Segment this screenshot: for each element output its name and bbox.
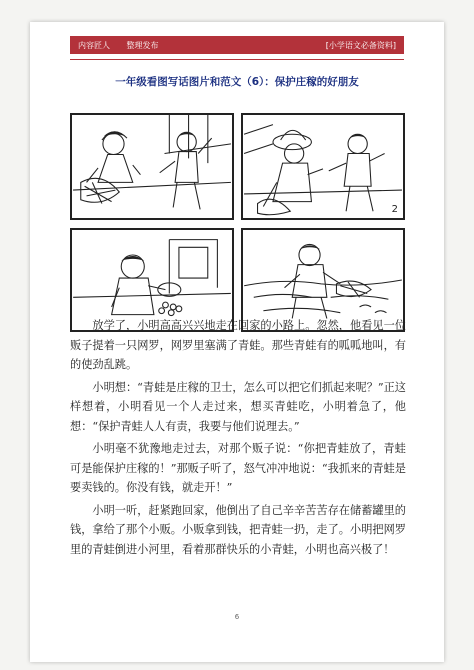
header-right-label: [小学语文必备资料] (325, 40, 396, 50)
paragraph-4: 小明一听，赶紧跑回家，他倒出了自己辛辛苦苦存在储蓄罐里的钱，拿给了那个小贩。小贩拿到钱，把青蛙一扔，走了。小明把网罗里的青蛙倒进小河里，看着那群快乐的小青蛙，小明也高兴极了！ (70, 503, 406, 556)
illustration-panel-1 (70, 113, 234, 220)
header-left (78, 40, 173, 51)
page-title: 一年级看图写话图片和范文（6）：保护庄稼的好朋友 (115, 76, 359, 88)
paragraph-3: 小明毫不犹豫地走过去，对那个贩子说：“你把青蛙放了，青蛙可是能保护庄稼的！”那贩子听了，怒气冲冲地说：“我抓来的青蛙是要卖钱的。你没有钱，就走开！” (70, 442, 406, 494)
header-rule (70, 59, 404, 60)
document-page (30, 22, 444, 662)
panel-4-drawing (243, 230, 403, 330)
panel-2-number: 2 (391, 204, 398, 215)
page-number: 6 (234, 613, 240, 621)
story-text (70, 316, 406, 562)
header-author: 内容匠人 (78, 40, 110, 50)
header-publish: 整理发布 (126, 40, 159, 50)
panel-2-drawing (243, 115, 403, 218)
paragraph-1: 放学了，小明高高兴兴地走在回家的小路上。忽然，他看见一位贩子提着一只网罗，网罗里塞满了青蛙。那些青蛙有的呱呱地叫，有的使劲乱跳。 (70, 319, 406, 371)
panel-3-drawing (72, 230, 232, 330)
illustration-panel-2 (241, 113, 405, 220)
paragraph-2: 小明想：“青蛙是庄稼的卫士，怎么可以把它们抓起来呢？”正这样想着，小明看见一个人走过来，想买青蛙吃，小明着急了，他想：“保护青蛙人人有责，我要与他们说理去。” (70, 380, 406, 433)
header-bar (70, 36, 404, 54)
panel-1-drawing (72, 115, 232, 218)
